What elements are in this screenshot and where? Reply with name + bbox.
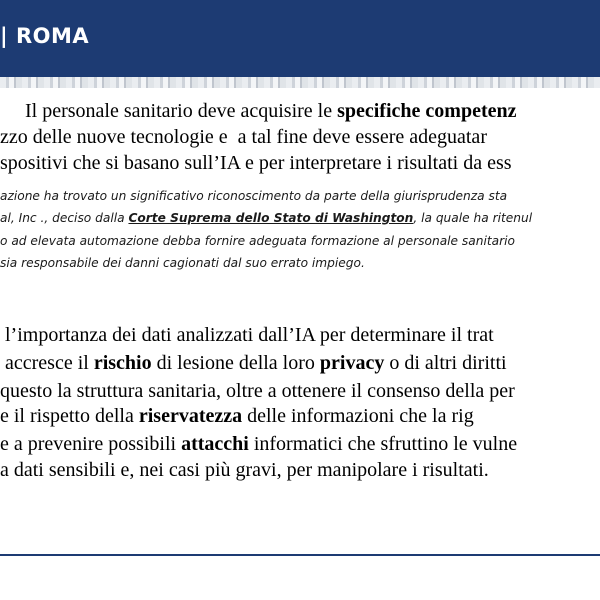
text-run: e il rispetto della: [0, 405, 139, 427]
text-line: zzo delle nuove tecnologie e a tal fine deve essere adeguatar: [0, 126, 487, 148]
header-bar: [0, 0, 600, 77]
note-line: azione ha trovato un significativo riconoscimento da parte della giurisprudenza sta: [0, 189, 508, 203]
footer-rule: [0, 554, 600, 556]
bold-term: riservatezza: [138, 405, 243, 427]
court-reference: Corte Suprema dello Stato di Washington: [128, 211, 414, 225]
decorative-band: [0, 77, 600, 88]
text-line: l’importanza dei dati analizzati dall’IA per determinare il trat: [0, 324, 494, 346]
text-run: e a prevenire possibili: [0, 433, 182, 455]
text-line: [0, 433, 517, 456]
text-run: Il personale sanitario deve acquisire le: [0, 100, 338, 122]
text-run: accresce il: [0, 352, 94, 374]
text-run: informatici che sfruttino le vulne: [248, 433, 518, 455]
text-run: o di altri diritti: [384, 352, 507, 374]
text-line: [0, 405, 474, 428]
text-line: [0, 352, 507, 375]
bold-term: specifiche competenz: [337, 100, 517, 122]
text-line: [0, 100, 516, 123]
bold-term: rischio: [93, 352, 152, 374]
header-title: | ROMA: [0, 24, 90, 48]
text-run: di lesione della loro: [151, 352, 320, 374]
note-line: o ad elevata automazione debba fornire adeguata formazione al personale sanitario: [0, 234, 515, 248]
text-run: delle informazioni che la rig: [242, 405, 474, 427]
bold-term: privacy: [319, 352, 385, 374]
text-run: al, Inc ., deciso dalla: [0, 211, 129, 225]
text-line: a dati sensibili e, nei casi più gravi, per manipolare i risultati.: [0, 459, 489, 481]
text-run: , la quale ha ritenul: [413, 211, 533, 225]
text-line: questo la struttura sanitaria, oltre a ottenere il consenso della per: [0, 380, 515, 402]
text-line: spositivi che si basano sull’IA e per interpretare i risultati da ess: [0, 152, 512, 174]
bold-term: attacchi: [181, 433, 249, 455]
note-line: sia responsabile dei danni cagionati dal suo errato impiego.: [0, 256, 365, 270]
note-line: [0, 211, 532, 225]
